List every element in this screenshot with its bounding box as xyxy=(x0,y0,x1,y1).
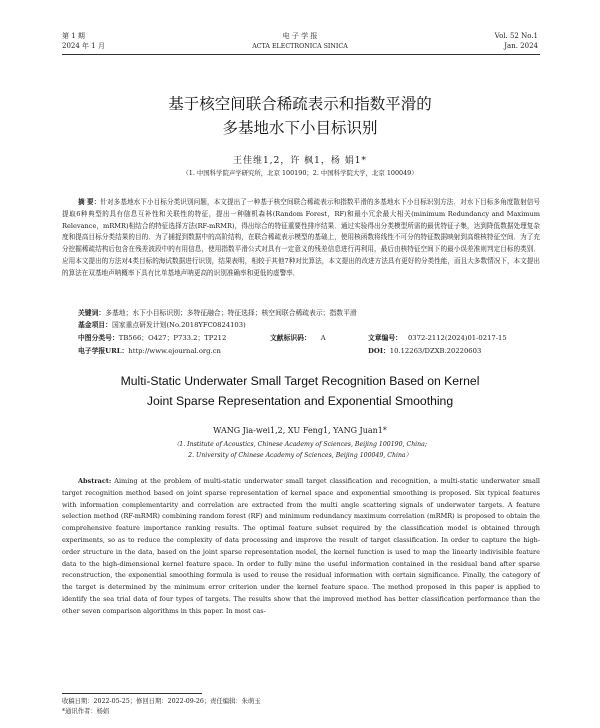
doi-label: DOI： xyxy=(368,347,390,355)
abstract-cn-label: 摘 要： xyxy=(78,198,101,206)
title-cn-line1: 基于核空间联合稀疏表示和指数平滑的 xyxy=(168,95,432,113)
keywords-cn xyxy=(78,308,357,318)
title-en-line1: Multi-Static Underwater Small Target Recognition Based on Kernel xyxy=(120,374,480,388)
clc-value: TB566；O427；P733.2；TP212 xyxy=(118,334,227,342)
fund-label: 基金项目： xyxy=(78,321,112,329)
article-label: 文章编号： xyxy=(368,334,402,342)
header-issue-cn: 第 1 期 xyxy=(62,32,85,40)
authors-en: WANG Jia-wei1,2, XU Feng1, YANG Juan1* xyxy=(213,426,387,435)
header-date-en: Jan. 2024 xyxy=(504,42,538,50)
fund-text: 国家重点研发计划(No.2018YFC0824103) xyxy=(111,321,246,329)
article-value: 0372-2112(2024)01-0217-15 xyxy=(407,334,507,342)
footnote-corresponding: *通讯作者：杨娟 xyxy=(62,708,110,715)
affiliation-cn: （1. 中国科学院声学研究所，北京 100190；2. 中国科学院大学，北京 100049） xyxy=(182,169,418,177)
footnote-rule xyxy=(62,693,202,694)
url-value[interactable]: http://www.ejournal.org.cn xyxy=(128,347,221,355)
header-journal-cn: 电 子 学 报 xyxy=(282,32,318,40)
doi-value[interactable]: 10.12263/DZXB.20220603 xyxy=(389,347,482,355)
abstract-en-label: Abstract: xyxy=(78,477,112,485)
doc-value: A xyxy=(320,334,326,342)
affiliation-en-line1: （1. Institute of Acoustics, Chinese Academy of Sciences, Beijing 100190, China; xyxy=(173,441,427,448)
footnote-dates: 收稿日期：2022-05-25；修回日期：2022-09-26；责任编辑：朱萌玉 xyxy=(62,698,261,705)
journal-url xyxy=(78,346,221,356)
doc-label: 文献标识码： xyxy=(270,334,311,342)
clc-label: 中图分类号： xyxy=(78,334,119,342)
url-label: 电子学报URL： xyxy=(78,347,129,355)
fund-cn xyxy=(78,320,246,330)
keywords-text: 多基地；水下小目标识别；多特征融合；特征选择；核空间联合稀疏表示；指数平滑 xyxy=(105,309,357,317)
abstract-en xyxy=(62,476,540,618)
abstract-en-text: Aiming at the problem of multi-static underwater small target classification and recognition, a multi-static underwater small target recognition method based on joint sparse representation of kernel space and exponential smoothing is proposed. Six typical features with information complementarity and correlation are extracted from the multi angle scattering signals of underwater targets. A feature selection method (RF-mRMR) combining random forest (RF) and minimum redundancy maximum correlation (mRMR) is proposed to obtain the comprehensive feature importance ranking results. The optimal feature subset required by the classification model is obtained through experiments, so as to reduce the complexity of data processing and improve the result of target classification. In order to capture the high-order structure in the data, based on the joint sparse representation model, the kernel function is used to map the linearly indivisible feature data to the high-dimensional kernel feature space. In order to fully mine the useful information contained in the residual band after sparse reconstruction, the exponential smoothing formula is used to reuse the residual information with certain significance. Finally, the category of the target is determined by the minimum error criterion under the kernel feature space. The method proposed in this paper is applied to identify the sea trial data of four types of targets. The results show that the improved method has better classification performance than the other seven comparison algorithms in this paper. In most cas- xyxy=(62,477,540,615)
authors-cn: 王佳维1,2，许 枫1，杨 娟1* xyxy=(233,156,367,166)
header-volume: Vol. 52 No.1 xyxy=(494,32,538,40)
affiliation-en-line2: 2. University of Chinese Academy of Sciences, Beijing 100049, China） xyxy=(188,452,412,459)
abstract-cn xyxy=(62,197,540,280)
title-cn-line2: 多基地水下小目标识别 xyxy=(222,119,378,137)
article-number xyxy=(368,333,507,343)
doc-code xyxy=(270,333,326,343)
header-journal-en: ACTA ELECTRONICA SINICA xyxy=(252,43,348,50)
clc-number xyxy=(78,333,226,343)
doi xyxy=(368,346,481,356)
title-en-line2: Joint Sparse Representation and Exponential Smoothing xyxy=(146,394,454,408)
keywords-label: 关键词： xyxy=(78,309,106,317)
abstract-cn-text: 针对多基地水下小目标分类识别问题，本文提出了一种基于核空间联合稀疏表示和指数平滑的多基地水下小目标识别方法．对水下目标多角度散射信号提取6种典型的具有信息互补性和关联性的特征，提出一种随机森林(Random Forest，RF)和最小冗余最大相关(minimum Redundancy and Maximum Relevance，mRMR)相结合的特征选择方法(RF-mRMR)，得出综合的特征重要性排序结果．通过实验得出分类模型所需的最优特征子集，达到降低数据处理复杂度和提高目标分类结果的目的．为了捕捉到数据中的高阶结构，在联合稀疏表示模型的基础上，使用核函数将线性不可分的特征数据映射到高维核特征空间．为了充分挖掘稀疏结构后包含在残差波段中的有用信息，使用指数平滑公式对具有一定意义的残差信息进行再利用，最后由核特征空间下的最小误差准则判定目标的类别．应用本文提出的方法对4类目标的海试数据进行识别，结果表明，相较于其他7种对比算法，本文提出的改进方法具有更好的分类性能，而且大多数情况下，本文提出的算法在双基地声呐概率下具有比单基地声呐更高的识别准确率和更低的虚警率． xyxy=(62,198,541,277)
header-rule xyxy=(62,54,540,55)
header-date-cn: 2024 年 1 月 xyxy=(62,42,105,50)
